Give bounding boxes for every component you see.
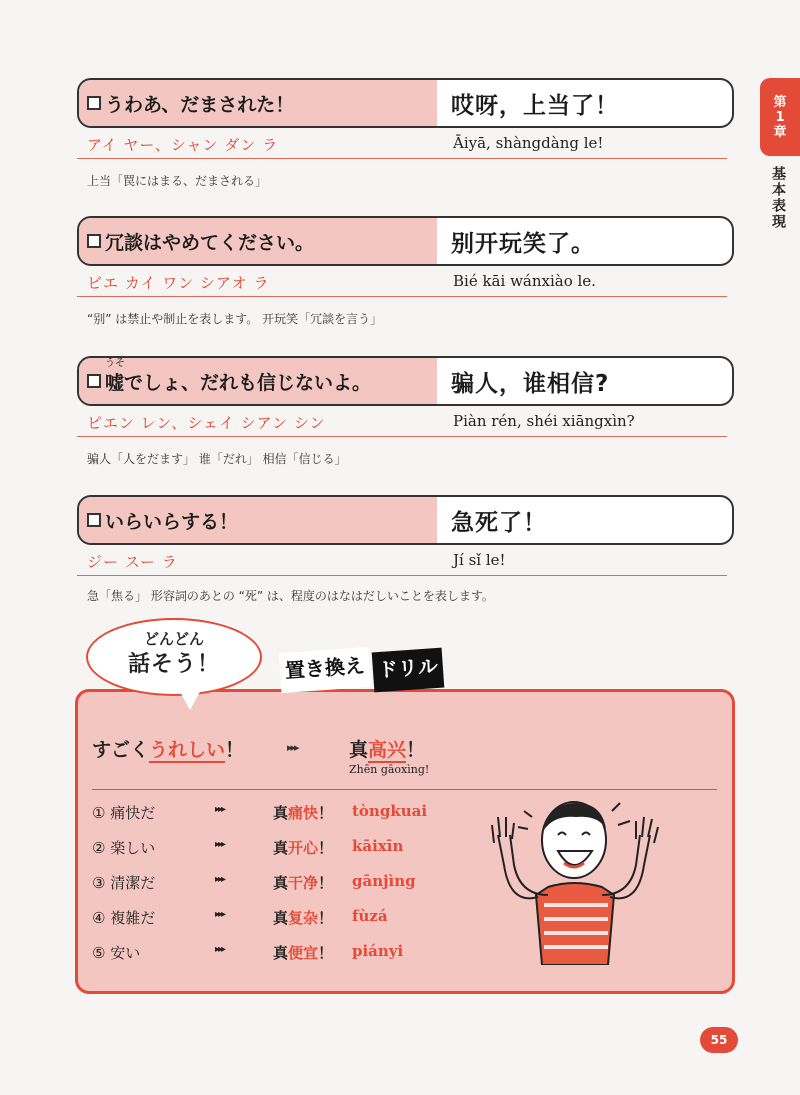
drill-item-zh-prefix: 真	[273, 874, 289, 892]
triple-arrow-icon: ▸▸▸	[215, 874, 225, 885]
drill-item-ja: 複雑だ	[110, 909, 156, 927]
drill-item-zh-prefix: 真	[273, 909, 289, 927]
phrase-note: 急「焦る」 形容詞のあとの “死” は、程度のはなはだしいことを表します。	[87, 589, 494, 603]
drill-item-zh-highlight: 痛快	[288, 804, 319, 822]
phrase-entry	[77, 78, 734, 188]
example-zh-highlight: 高兴	[368, 739, 407, 761]
drill-title	[280, 650, 443, 690]
drill-item-pinyin: kāixīn	[352, 837, 404, 855]
drill-item-zh-prefix: 真	[273, 944, 289, 962]
drill-title-part-2: ドリル	[372, 648, 445, 693]
chapter-title: 基本表現	[770, 166, 786, 230]
phrase-box	[77, 356, 734, 406]
page-number: 55	[700, 1027, 738, 1053]
bubble-line-1: どんどん	[143, 630, 204, 648]
phrase-zh: 骗人，谁相信?	[451, 370, 610, 397]
chapter-label-3: 章	[773, 124, 787, 140]
phrase-kana-reading: ピエン レン、シェイ シアン シン	[87, 414, 326, 432]
example-ja-highlight: うれしい	[149, 739, 226, 761]
phrase-note: 骗人「人をだます」 谁「だれ」 相信「信じる」	[87, 452, 347, 466]
phrase-kana-reading: ビエ カイ ワン シアオ ラ	[87, 274, 270, 292]
drill-title-part-1: 置き換え	[279, 647, 372, 693]
drill-item-ja: 痛快だ	[110, 804, 156, 822]
phrase-box	[77, 495, 734, 545]
drill-item-zh-highlight: 开心	[288, 839, 319, 857]
drill-item-ja: 清潔だ	[110, 874, 156, 892]
drill-item-zh-suffix: ！	[318, 839, 334, 857]
happy-person-illustration	[490, 795, 660, 965]
phrase-pinyin: Āiyā, shàngdàng le!	[453, 134, 604, 152]
drill-item-number: ⑤	[92, 944, 106, 962]
phrase-entry	[77, 495, 734, 603]
phrase-pinyin: Piàn rén, shéi xiāngxìn?	[453, 412, 635, 430]
phrase-entry	[77, 356, 734, 466]
ruby-text: うそ	[105, 357, 125, 369]
phrase-kana-reading: アイ ヤー、シャン ダン ラ	[87, 136, 279, 154]
phrase-box	[77, 78, 734, 128]
example-ja-prefix: すごく	[92, 739, 150, 761]
checkbox-icon[interactable]	[87, 374, 101, 388]
bubble-tail	[178, 688, 202, 710]
drill-item-number: ①	[92, 804, 106, 822]
example-zh-prefix: 真	[349, 739, 369, 761]
phrase-entry	[77, 216, 734, 326]
phrase-zh: 哎呀，上当了！	[451, 92, 619, 119]
drill-item-number: ③	[92, 874, 106, 892]
phrase-kana-reading: ジー スー ラ	[87, 553, 178, 571]
drill-item-number: ④	[92, 909, 106, 927]
phrase-pinyin: Jí sǐ le!	[453, 551, 506, 569]
phrase-ja: いらいらする！	[105, 510, 239, 533]
speech-bubble	[86, 618, 262, 696]
drill-item-pinyin: piányi	[352, 942, 404, 960]
drill-item-zh-suffix: ！	[318, 944, 334, 962]
drill-item-zh-highlight: 复杂	[288, 909, 319, 927]
checkbox-icon[interactable]	[87, 96, 101, 110]
drill-item-pinyin: gānjìng	[352, 872, 416, 890]
drill-item-zh-highlight: 便宜	[288, 944, 319, 962]
phrase-pinyin: Bié kāi wánxiào le.	[453, 272, 596, 290]
drill-item-pinyin: fùzá	[352, 907, 388, 925]
phrase-ja: でしょ、だれも信じないよ。	[124, 371, 372, 394]
example-zh-suffix: ！	[406, 739, 426, 761]
drill-item-zh-suffix: ！	[318, 874, 334, 892]
phrase-ja: うわあ、だまされた！	[105, 93, 295, 116]
triple-arrow-icon: ▸▸▸	[215, 804, 225, 815]
phrase-zh: 别开玩笑了。	[451, 230, 595, 257]
triple-arrow-icon: ▸▸▸	[215, 944, 225, 955]
chapter-label-2: 1	[775, 109, 785, 125]
checkbox-icon[interactable]	[87, 234, 101, 248]
chapter-tab	[760, 78, 800, 156]
drill-example	[92, 735, 717, 790]
drill-item-zh-prefix: 真	[273, 804, 289, 822]
drill-item-zh-prefix: 真	[273, 839, 289, 857]
triple-arrow-icon: ▸▸▸	[215, 839, 225, 850]
phrase-ja: 冗談はやめてください。	[105, 231, 315, 254]
triple-arrow-icon: ▸▸▸	[215, 909, 225, 920]
phrase-box	[77, 216, 734, 266]
drill-item-ja: 安い	[110, 944, 141, 962]
example-pinyin: Zhēn gāoxìng!	[349, 763, 430, 776]
example-ja-suffix: ！	[225, 739, 245, 761]
drill-item-zh-suffix: ！	[318, 909, 334, 927]
checkbox-icon[interactable]	[87, 513, 101, 527]
phrase-zh: 急死了！	[451, 509, 547, 536]
phrase-note: 上当「罠にはまる、だまされる」	[87, 174, 268, 188]
drill-item-ja: 楽しい	[110, 839, 156, 857]
drill-item-zh-suffix: ！	[318, 804, 334, 822]
bubble-line-2: 話そう！	[127, 652, 220, 677]
triple-arrow-icon: ▸▸▸	[287, 741, 298, 754]
chapter-label-1: 第	[773, 94, 787, 110]
drill-item-zh-highlight: 干净	[288, 874, 319, 892]
phrase-note: “别” は禁止や制止を表します。 开玩笑「冗談を言う」	[87, 312, 383, 326]
drill-item-number: ②	[92, 839, 106, 857]
ruby-base: 嘘	[105, 371, 125, 394]
drill-item-pinyin: tòngkuai	[352, 802, 428, 820]
